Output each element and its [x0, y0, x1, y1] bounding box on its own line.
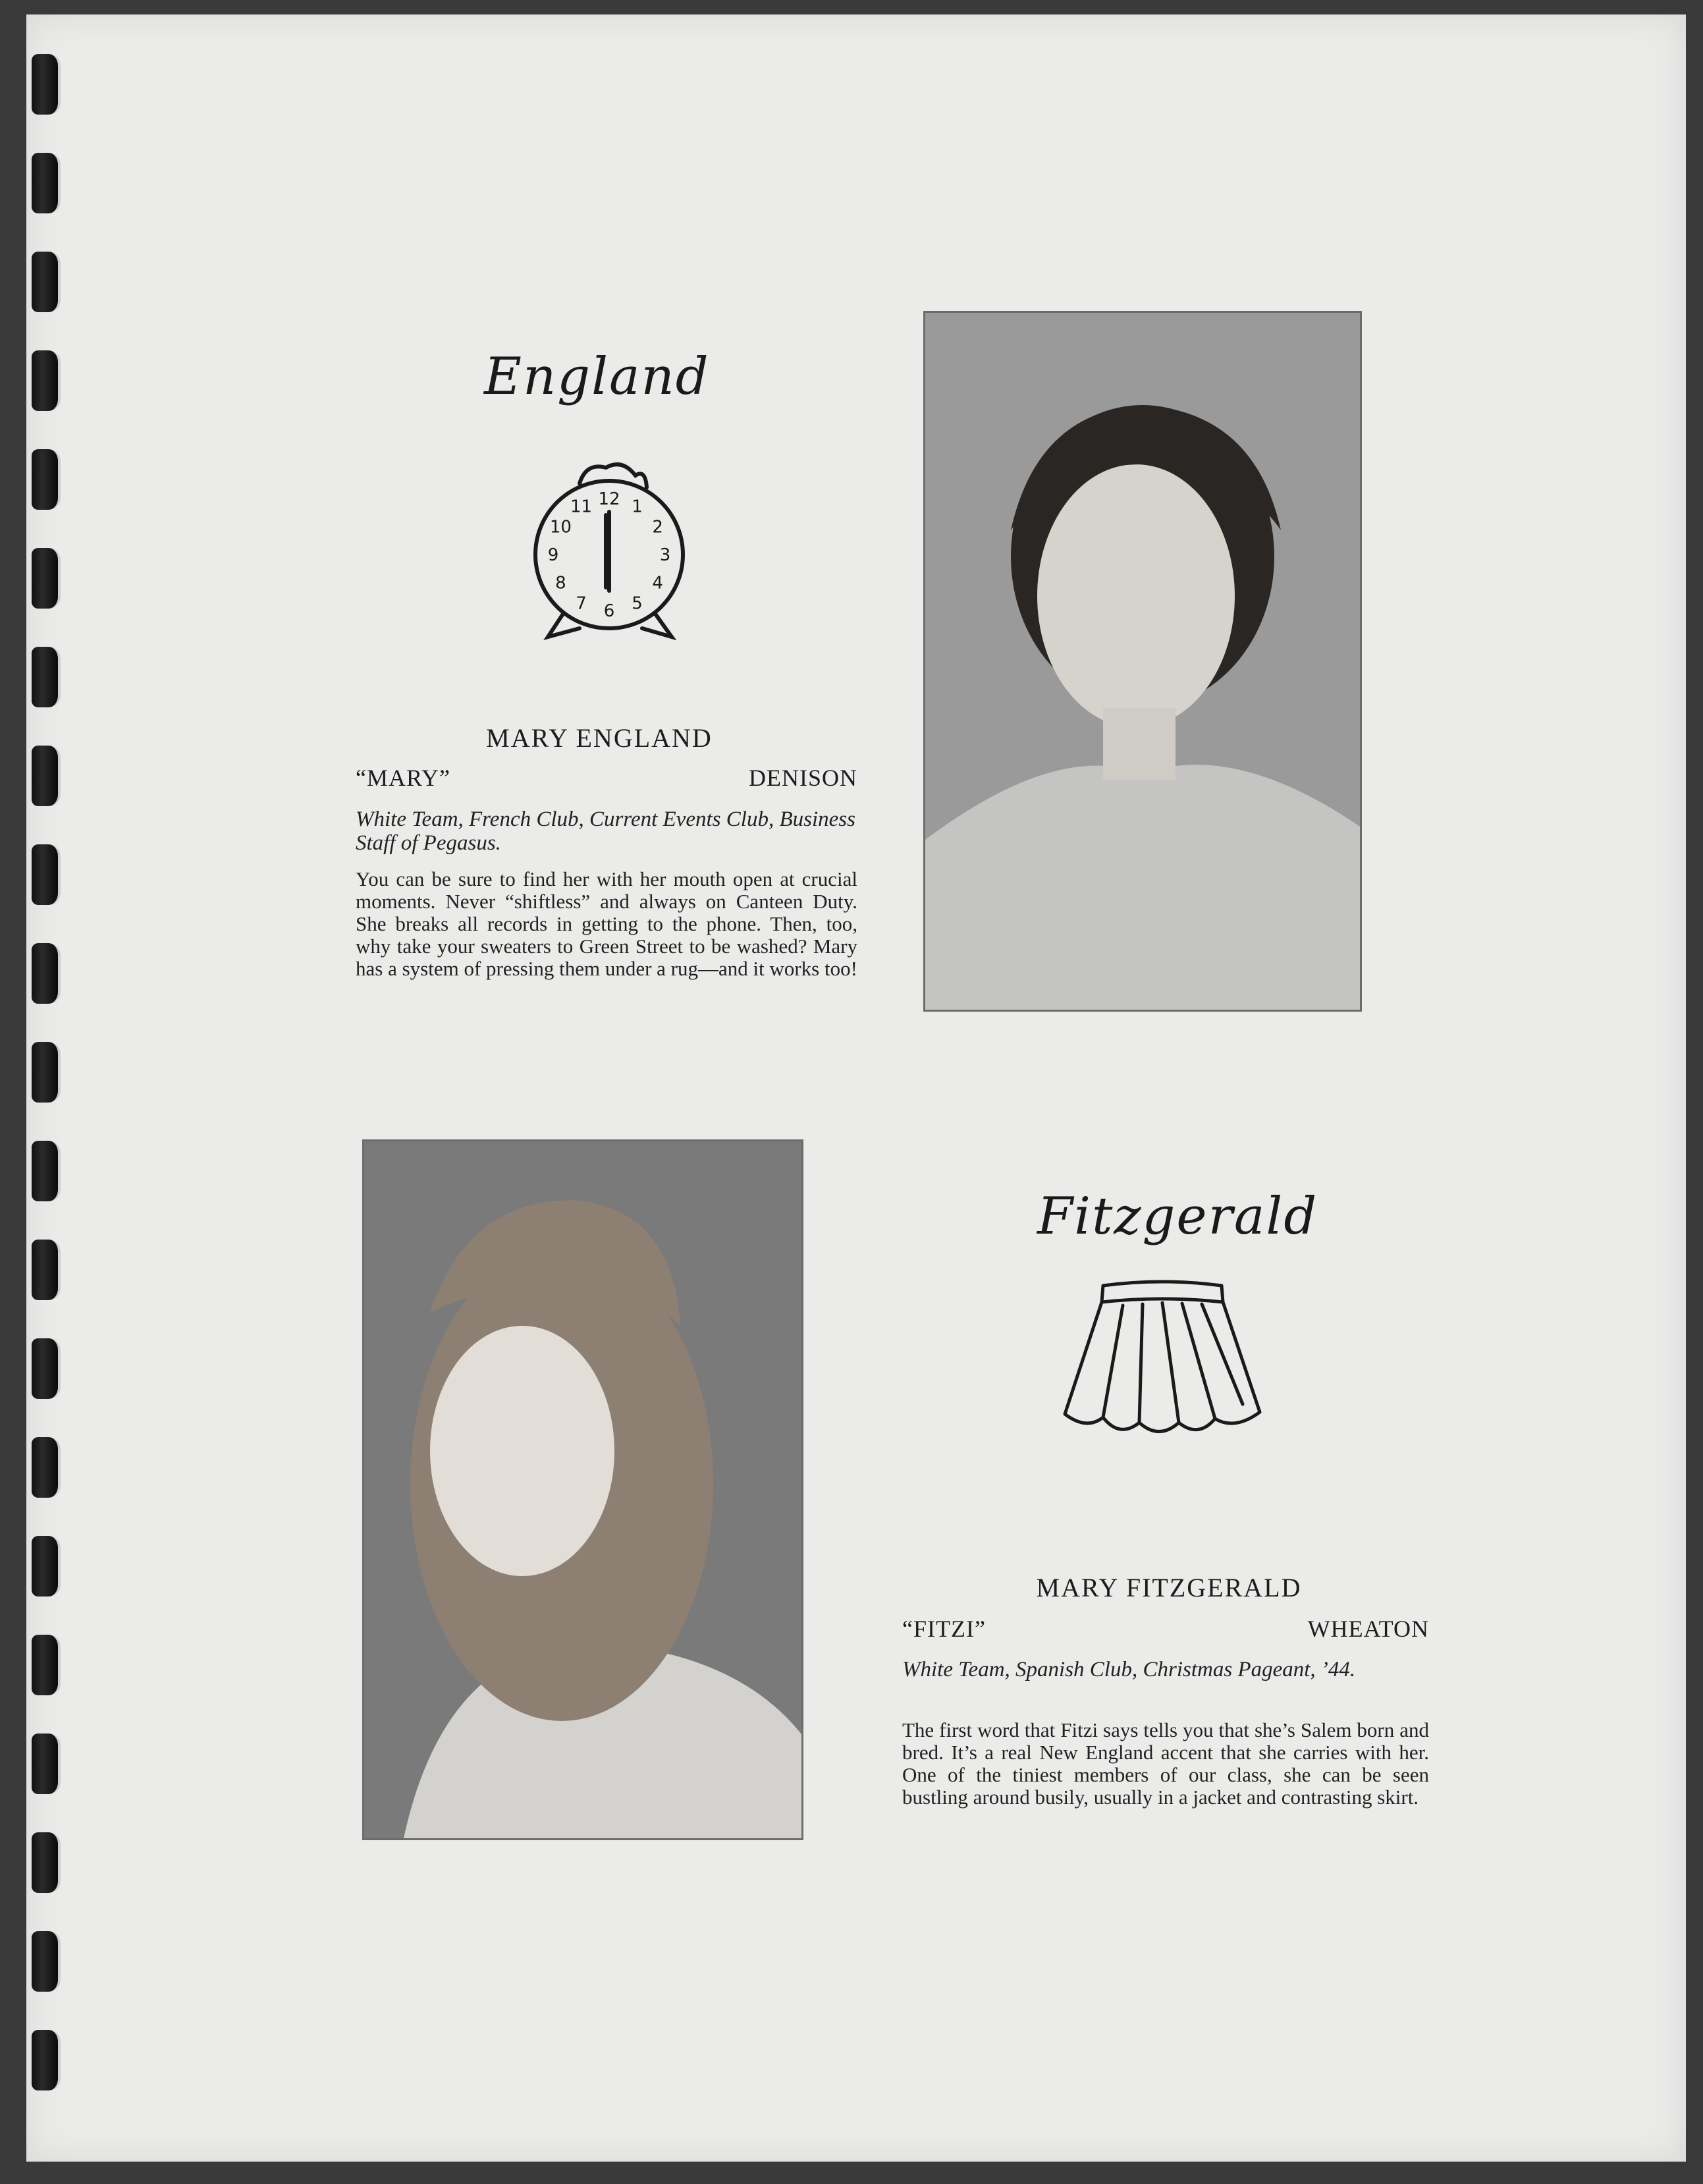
- nickname: “MARY”: [356, 765, 450, 791]
- clock-number: 2: [652, 517, 663, 537]
- skirt-icon: [1050, 1266, 1274, 1463]
- portrait-photo-fitzgerald: [362, 1139, 803, 1840]
- name-row: [356, 764, 857, 792]
- spiral-coil: [32, 746, 61, 806]
- clock-number: 12: [598, 489, 620, 509]
- spiral-coil: [32, 1437, 61, 1498]
- student-name: MARY ENGLAND: [486, 723, 713, 753]
- spiral-coil: [32, 350, 61, 411]
- clock-number: 3: [659, 545, 671, 565]
- spiral-coil: [32, 1734, 61, 1794]
- clock-number: 9: [547, 545, 559, 565]
- spiral-coil: [32, 252, 61, 312]
- signature-england: England: [484, 347, 710, 406]
- spiral-binding: [26, 54, 66, 2148]
- spiral-coil: [32, 1141, 61, 1201]
- activities: White Team, French Club, Current Events Club, Business Staff of Pegasus.: [356, 807, 855, 855]
- name-row: [902, 1615, 1429, 1643]
- clock-number: 8: [555, 573, 566, 593]
- spiral-coil: [32, 548, 61, 609]
- clock-number: 1: [632, 497, 643, 517]
- description: The first word that Fitzi says tells you that she’s Salem born and bred. It’s a real New England accent that she carries with her. One of the tiniest members of our class, she can be seen bustling around busily, usually in a jacket and contrasting skirt.: [902, 1718, 1429, 1809]
- spiral-coil: [32, 54, 61, 115]
- spiral-coil: [32, 1338, 61, 1399]
- clock-number: 11: [570, 497, 593, 517]
- clock-number: 5: [632, 593, 643, 614]
- spiral-coil: [32, 1832, 61, 1893]
- yearbook-page: [26, 14, 1686, 2162]
- clock-number: 7: [576, 593, 587, 614]
- hometown: WHEATON: [1307, 1616, 1429, 1642]
- description: You can be sure to find her with her mouth open at crucial moments. Never “shiftless” and always on Canteen Duty. She breaks all records in getting to the phone. Then, too, why take your sweaters to Green Street to be washed? Mary has a system of pressing them under a rug—and it works too!: [356, 867, 857, 980]
- spiral-coil: [32, 1635, 61, 1695]
- spiral-coil: [32, 1042, 61, 1103]
- spiral-coil: [32, 1931, 61, 1992]
- hometown: DENISON: [749, 765, 857, 791]
- spiral-coil: [32, 1536, 61, 1597]
- activities: White Team, Spanish Club, Christmas Pageant, ’44.: [902, 1658, 1356, 1681]
- student-name: MARY FITZGERALD: [1036, 1573, 1302, 1602]
- clock-number: 10: [549, 517, 572, 537]
- spiral-coil: [32, 153, 61, 213]
- spiral-coil: [32, 449, 61, 510]
- clock-number: 4: [652, 573, 663, 593]
- spiral-coil: [32, 844, 61, 905]
- spiral-coil: [32, 1240, 61, 1300]
- spiral-coil: [32, 647, 61, 707]
- spiral-coil: [32, 2030, 61, 2090]
- portrait-photo-england: [923, 311, 1362, 1012]
- clock-number: 6: [603, 601, 615, 621]
- spiral-coil: [32, 943, 61, 1004]
- nickname: “FITZI”: [902, 1616, 986, 1642]
- signature-fitzgerald: Fitzgerald: [1037, 1187, 1318, 1246]
- alarm-clock-icon: [507, 449, 711, 647]
